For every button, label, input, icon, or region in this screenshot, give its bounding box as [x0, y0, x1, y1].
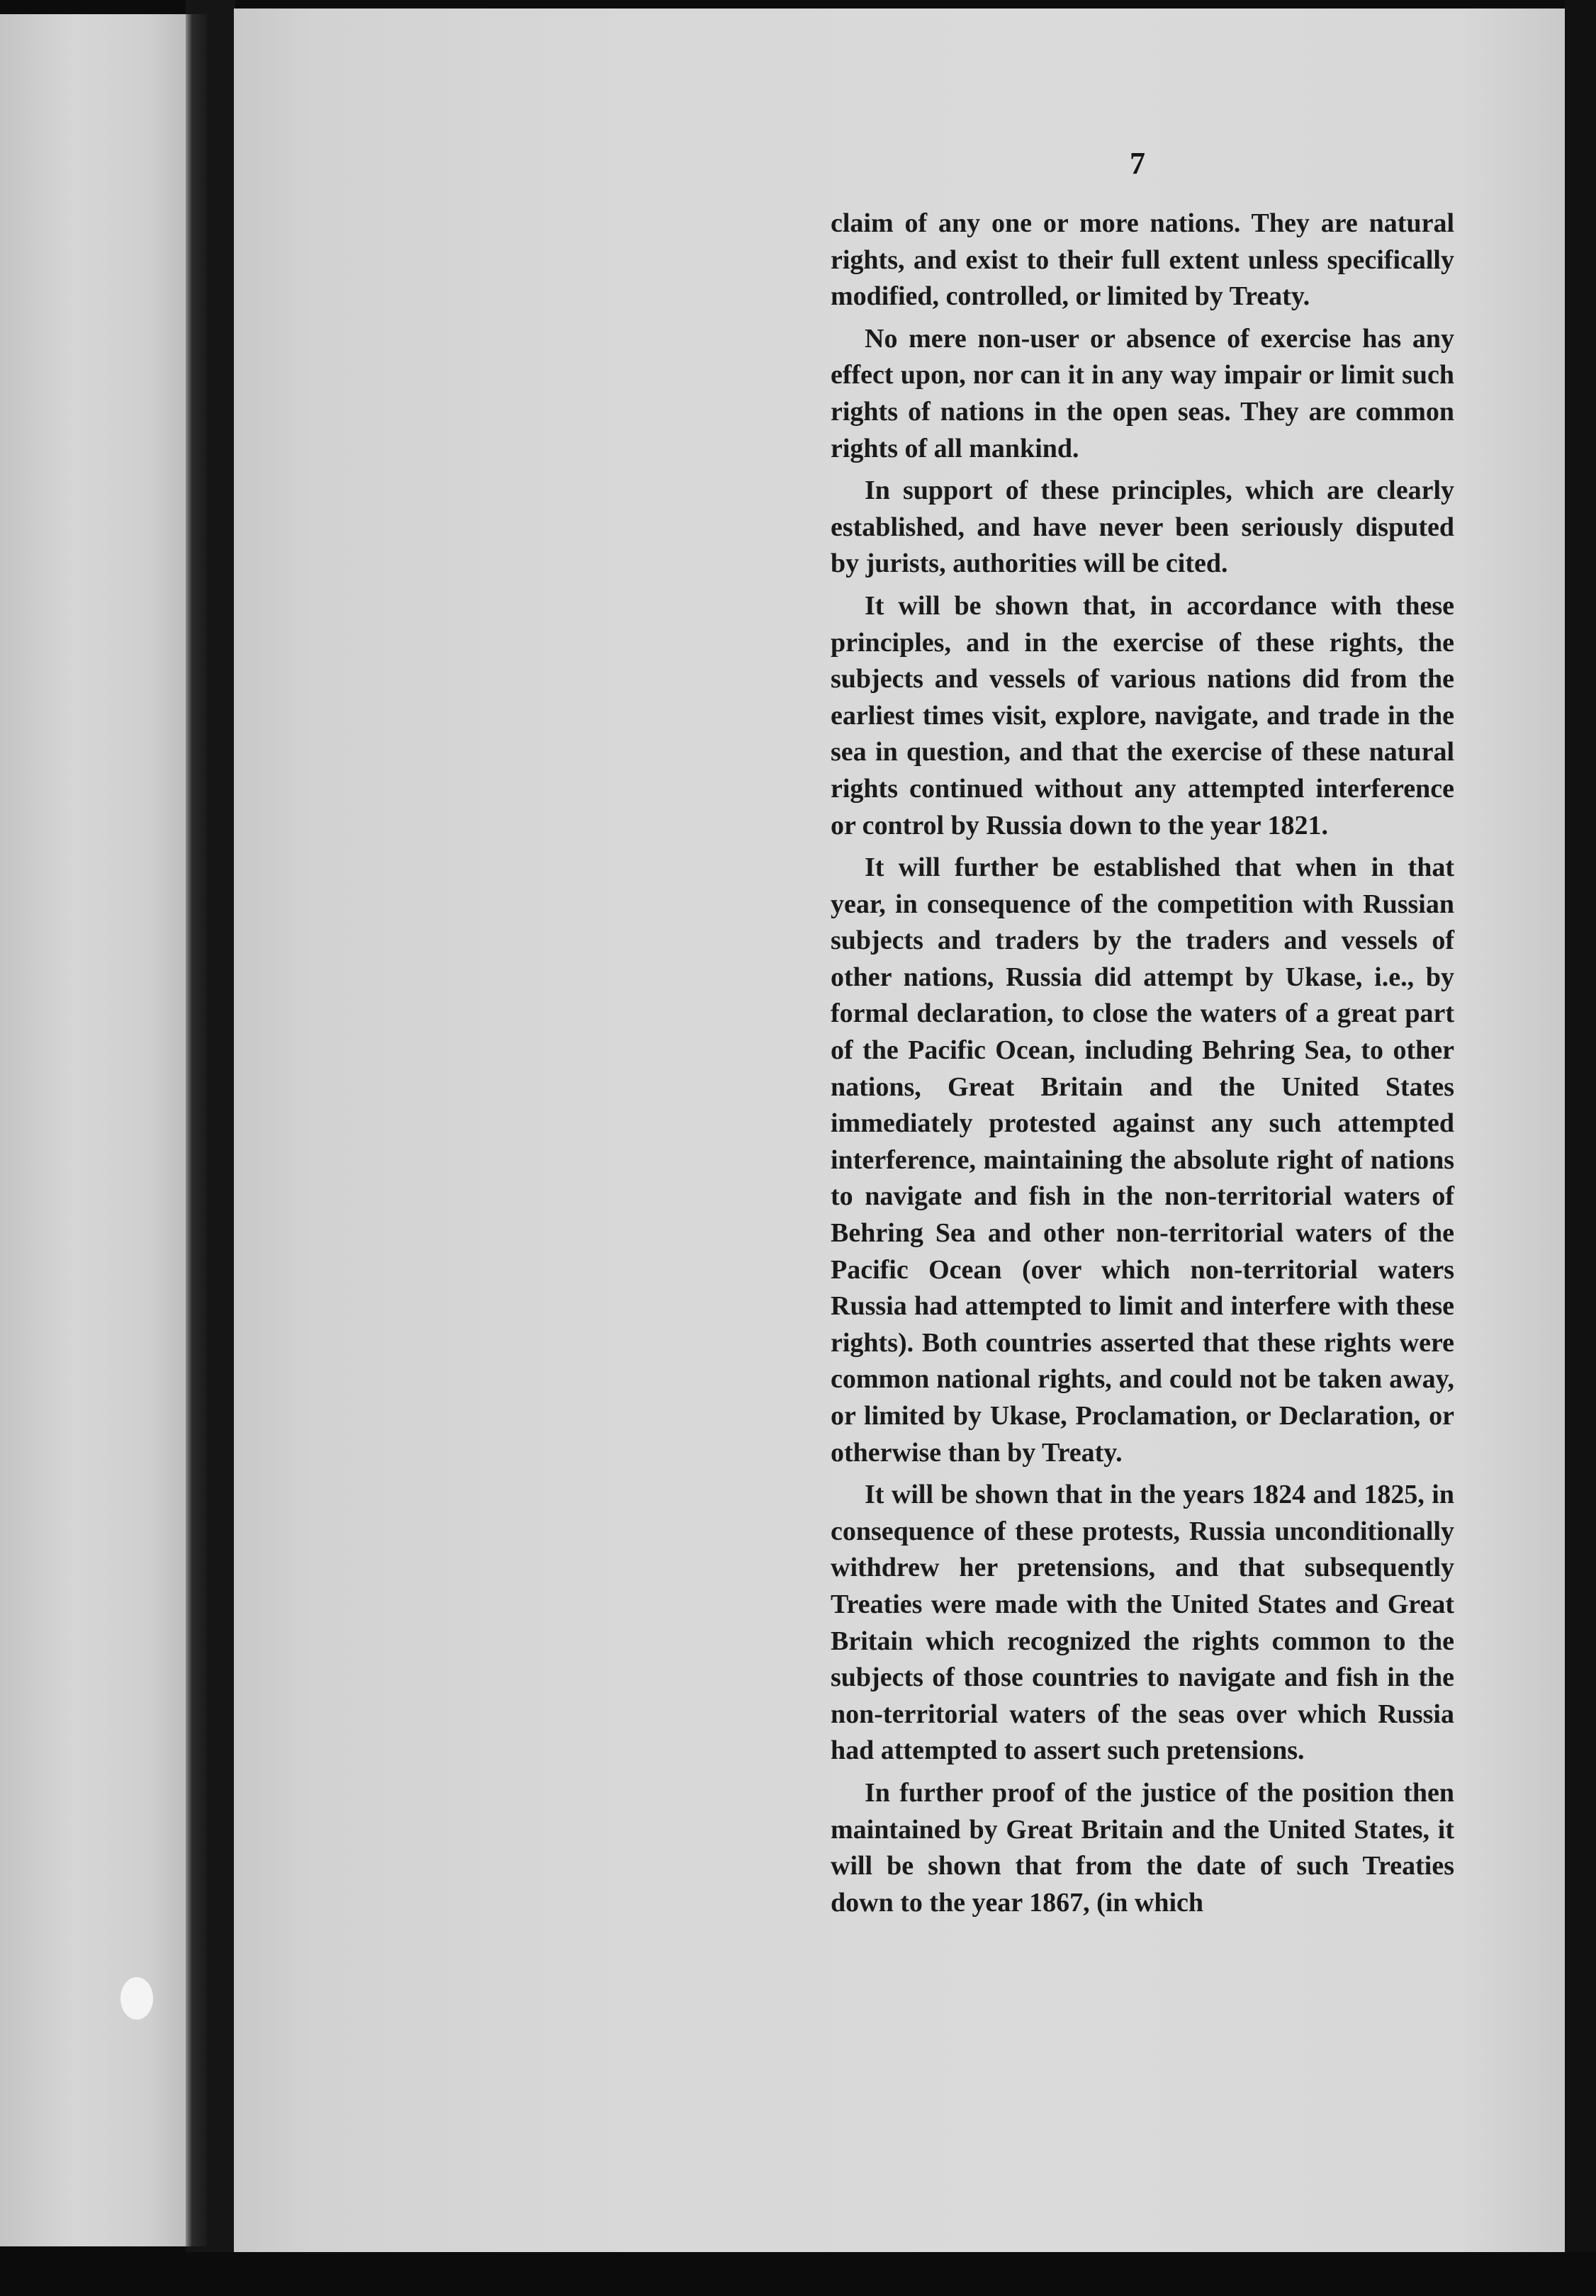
paragraph: No mere non-user or absence of exercise has any effect upon, nor can it in any way impair or limit such rights of nations in the open seas. They are common rights of all mankind.: [831, 323, 1454, 463]
page-right-edge: [1565, 0, 1596, 2296]
scan-bottom-band: [0, 2252, 1596, 2296]
gutter-shadow: [186, 14, 207, 2246]
paragraph: It will further be established that when in that year, in consequence of the competition with Russian subjects and traders by the traders and vessels of other nations, Russia did attempt by Ukase, i.e., by formal declaration, to close the waters of a great part of the Pacific Ocean, including Behring Sea, to other nations, Great Britain and the United States immediately protested against any such attempted interference, maintaining the absolute right of nations to navigate and fish in the non-territorial waters of Behring Sea and other non-territorial waters of the Pacific Ocean (over which non-territorial waters Russia had attempted to limit and interfere with these rights). Both countries asserted that these rights were common national rights, and could not be taken away, or limited by Ukase, Proclamation, or Declaration, or otherwise than by Treaty.: [831, 852, 1454, 1468]
paragraph: It will be shown that, in accordance with these principles, and in the exercise of these rights, the subjects and vessels of various nations did from the earliest times visit, explore, navigate, and trade in the sea in question, and that the exercise of these natural rights continued without any attempted interference or control by Russia down to the year 1821.: [831, 590, 1454, 840]
paragraph: In support of these principles, which are clearly established, and have never been seriously disputed by jurists, authorities will be cited.: [831, 475, 1454, 579]
paragraph: claim of any one or more nations. They are natural rights, and exist to their full extent unless specifically modified, controlled, or limited by Treaty.: [831, 208, 1454, 312]
paragraph: It will be shown that in the years 1824 and 1825, in consequence of these protests, Russia unconditionally withdrew her pretensions, and that subsequently Treaties were made with the United States and Great Britain which recognized the rights common to the subjects of those countries to navigate and fish in the non-territorial waters of the seas over which Russia had attempted to assert such pretensions.: [831, 1480, 1454, 1766]
paragraph: In further proof of the justice of the position then maintained by Great Britain and the United States, it will be shown that from the date of such Treaties down to the year 1867, (in which: [831, 1777, 1454, 1918]
body-text: [831, 206, 1454, 1927]
page-number: 7: [1130, 146, 1145, 181]
paper-speck: [120, 1977, 153, 2020]
facing-page-edge: [0, 14, 186, 2246]
